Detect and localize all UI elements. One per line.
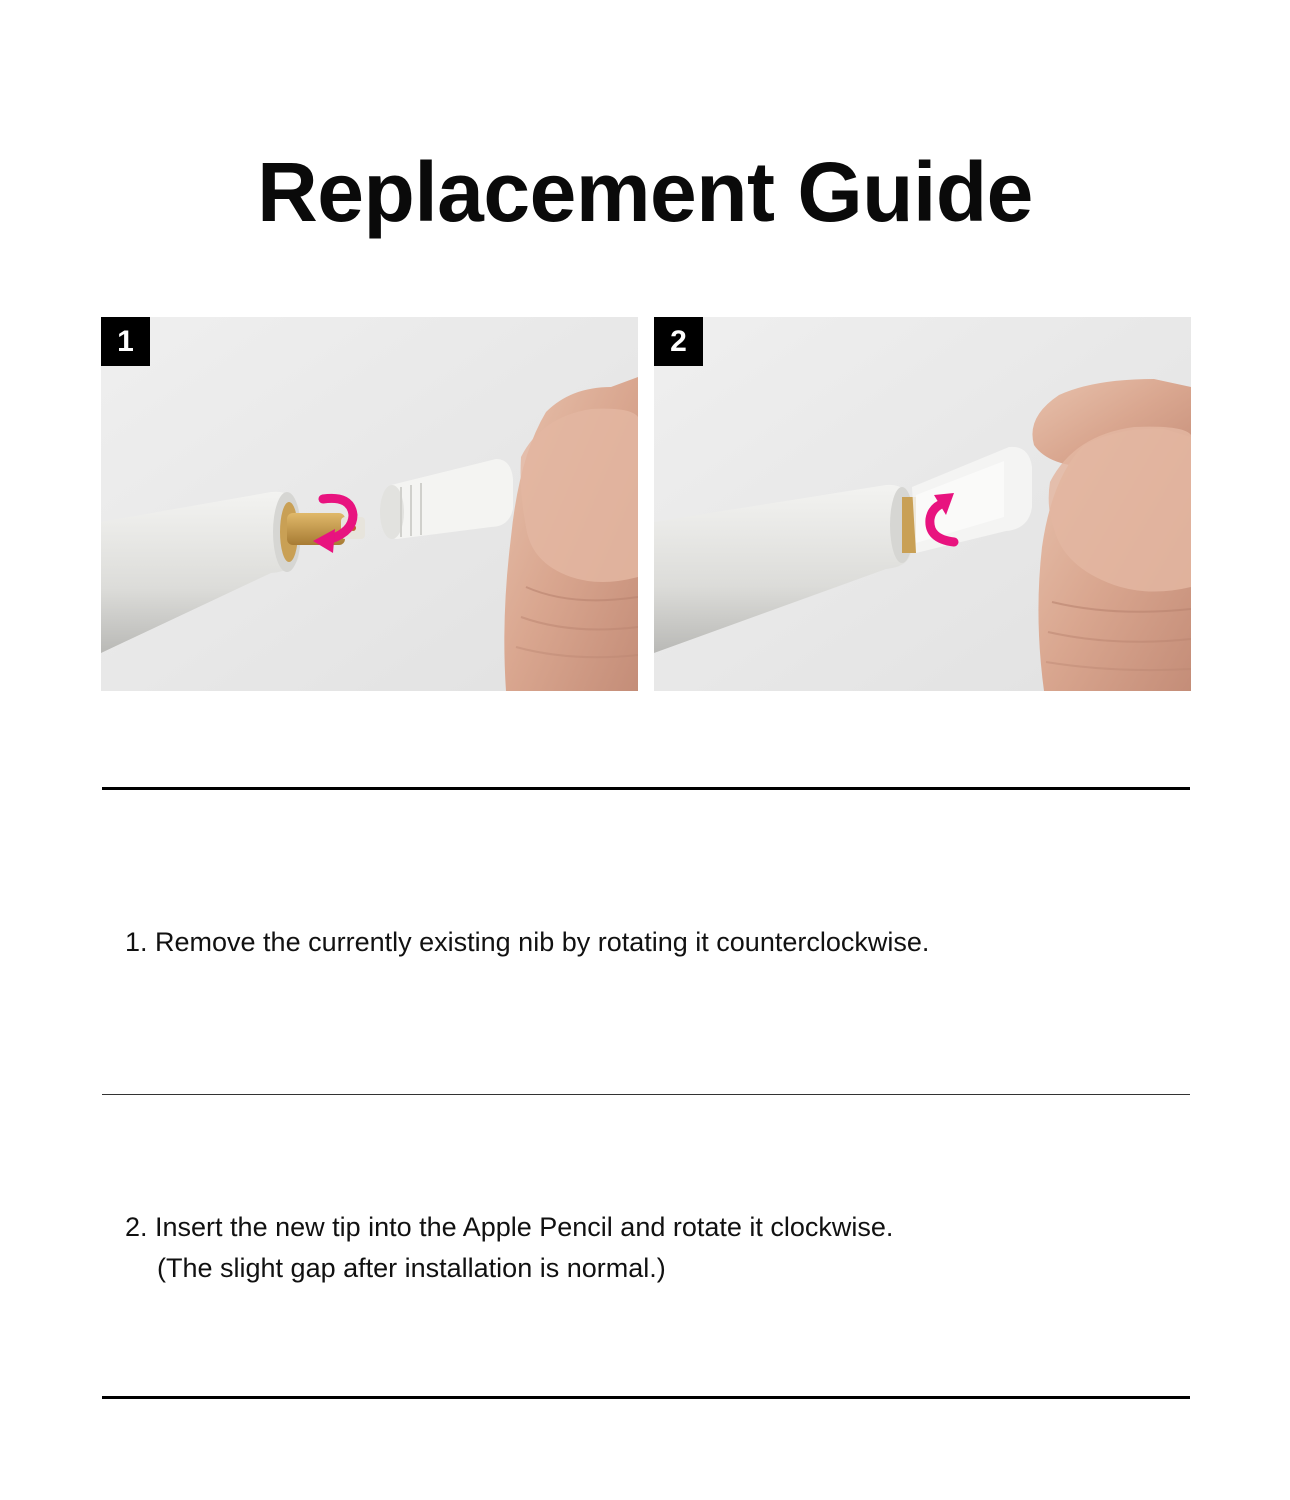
remove-nib-illustration [101,317,638,691]
divider-top [102,787,1190,790]
divider-middle [102,1094,1190,1095]
step-2-instruction: 2. Insert the new tip into the Apple Pencil and rotate it clockwise. [125,1212,894,1242]
step-2-badge: 2 [654,317,703,366]
step-1-instruction: 1. Remove the currently existing nib by rotating it counterclockwise. [125,927,930,957]
insert-tip-illustration [654,317,1191,691]
step-2-photo [654,317,1191,691]
step-1-photo [101,317,638,691]
step-1-badge: 1 [101,317,150,366]
divider-bottom [102,1396,1190,1399]
page-title: Replacement Guide [257,145,1033,240]
step-2-note: (The slight gap after installation is normal.) [157,1253,666,1283]
